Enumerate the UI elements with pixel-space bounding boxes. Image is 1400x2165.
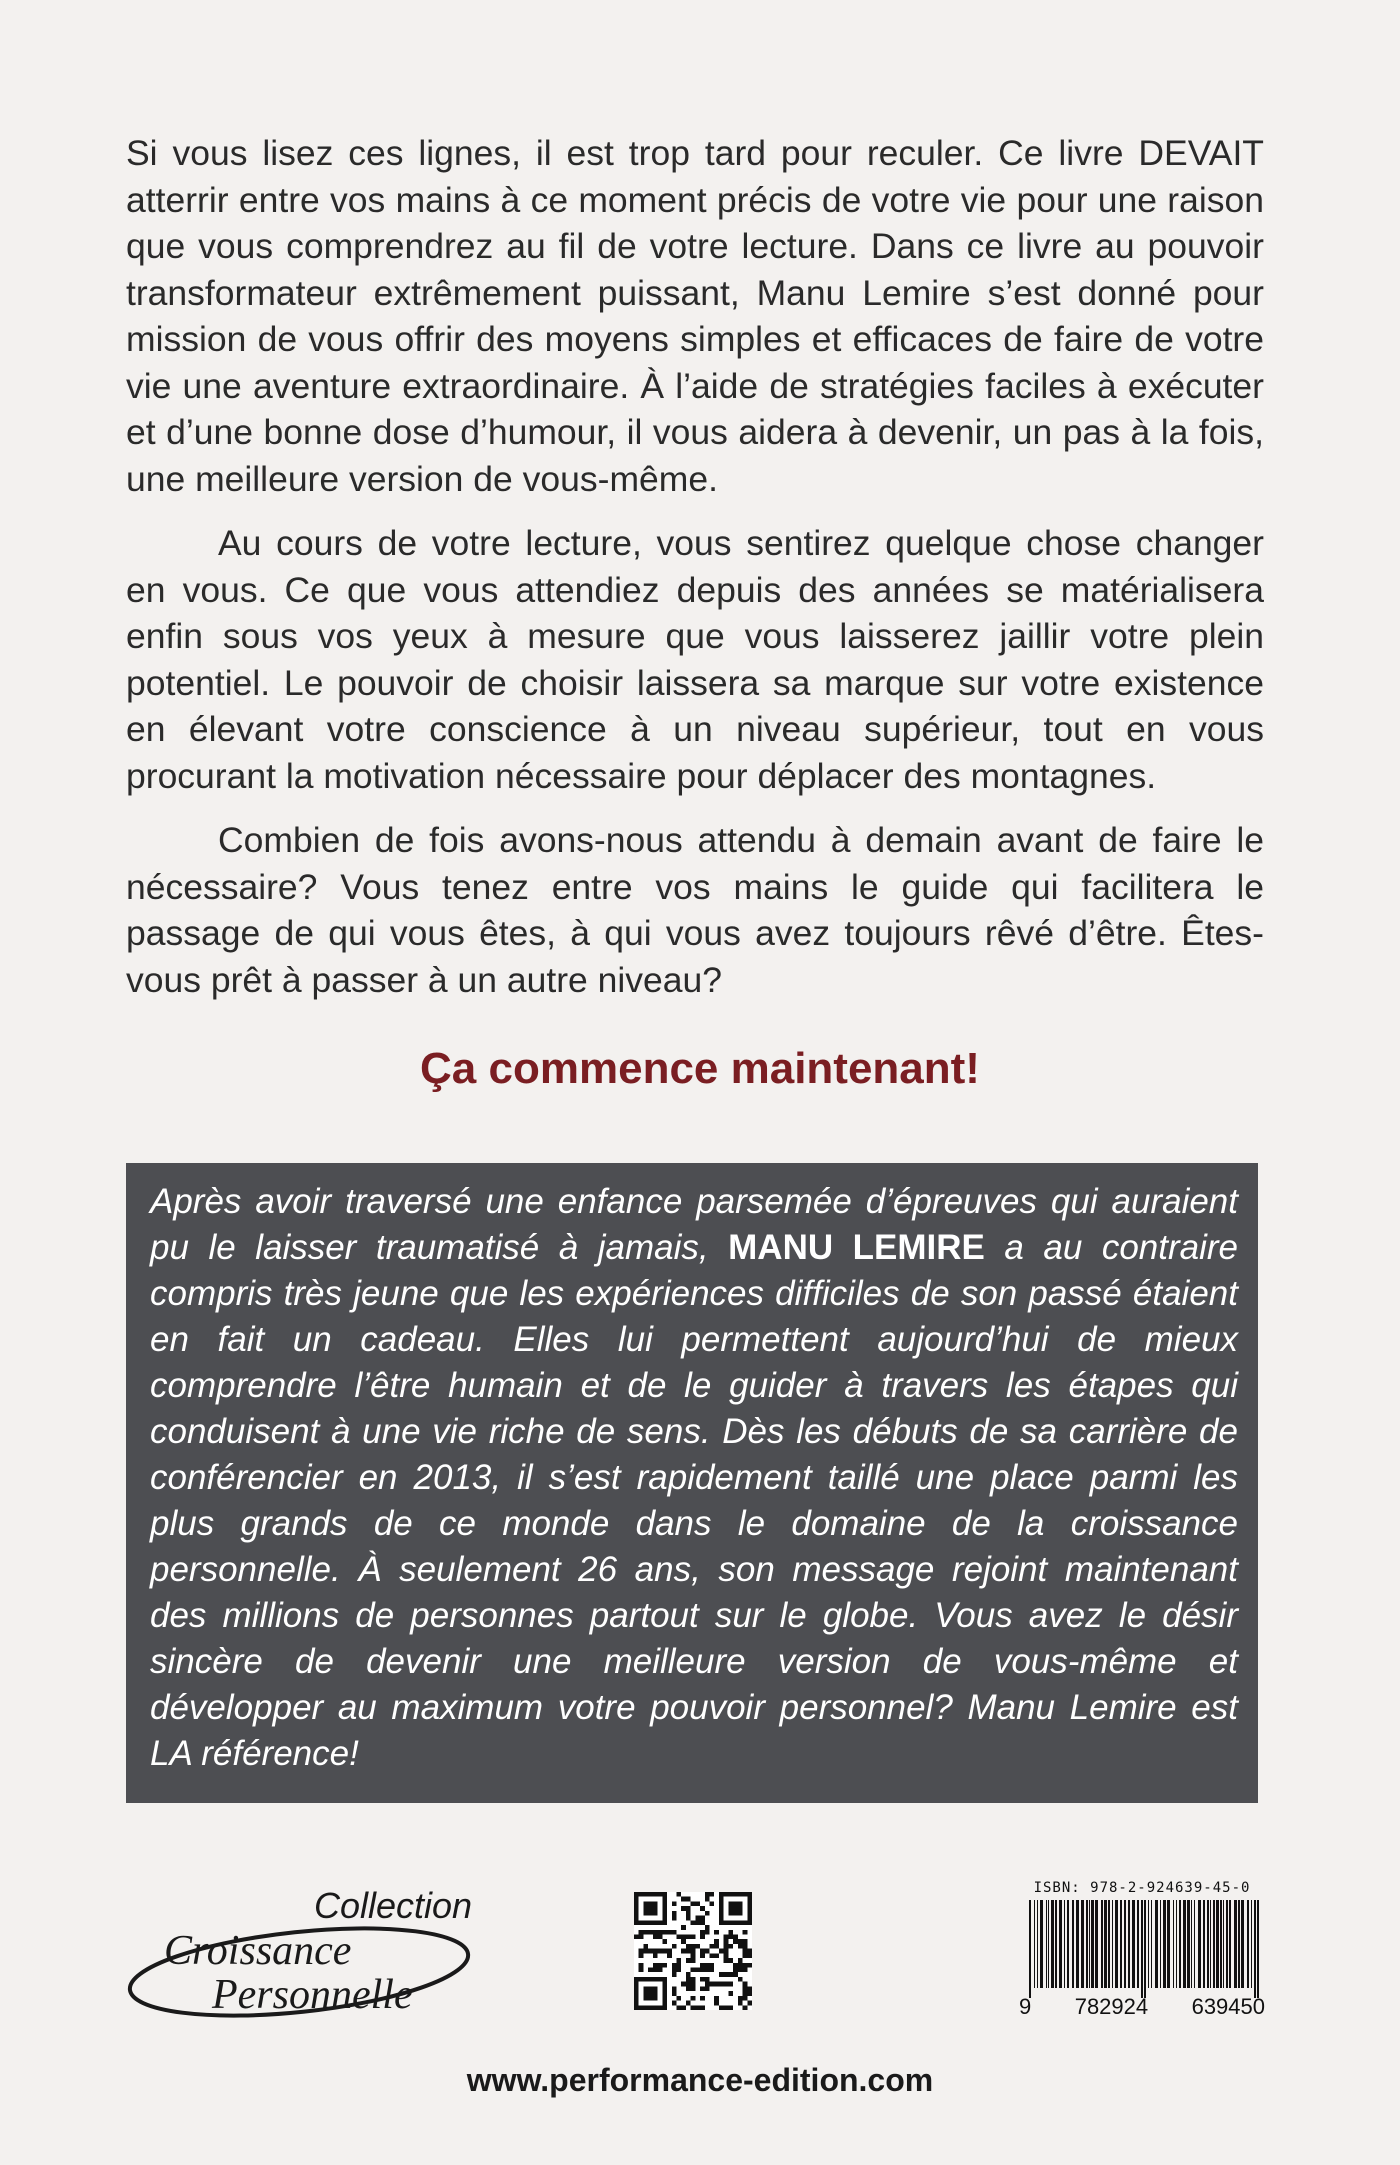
- barcode-digit-first: 9: [1019, 1994, 1032, 2019]
- isbn-barcode-area: [1015, 1880, 1269, 2040]
- barcode-digits-right: 639450: [1191, 1994, 1265, 2019]
- qr-code: [634, 1892, 752, 2010]
- intro-paragraph-1: Si vous lisez ces lignes, il est trop tard pour reculer. Ce livre DEVAIT atterrir entre vos mains à ce moment précis de votre vie pour une raison que vous comprendrez au fil de votre lecture. Dans ce livre au pouvoir transformateur extrêmement puissant, Manu Lemire s’est donné pour mission de vous offrir des moyens simples et efficaces de faire de votre vie une aventure extraordinaire. À l’aide de stratégies faciles à exécuter et d’une bonne dose d’humour, il vous aidera à devenir, un pas à la fois, une meilleure version de vous-même.: [126, 133, 1264, 499]
- bio-text-end: a au contraire compris très jeune que les expériences difficiles de son passé étaient en fait un cadeau. Elles lui permettent aujourd’hui de mieux comprendre l’être humain et de le guider à travers les étapes qui conduisent à une vie riche de sens. Dès les débuts de sa carrière de conférencier en 2013, il s’est rapidement taillé une place parmi les plus grands de ce monde dans le domaine de la croissance personnelle. À seulement 26 ans, son message rejoint maintenant des millions de personnes partout sur le globe. Vous avez le désir sincère de devenir une meilleure version de vous-même et développer au maximum votre pouvoir personnel? Manu Lemire est LA référence!: [150, 1228, 1238, 1773]
- barcode: [1027, 1900, 1263, 1998]
- collection-logo: [124, 1880, 494, 2030]
- author-bio-text: [150, 1179, 1238, 1777]
- logo-personnelle-text: Personnelle: [212, 1972, 413, 2018]
- back-cover-description: [126, 130, 1264, 1021]
- logo-croissance-text: Croissance: [164, 1928, 352, 1974]
- author-bio-box: [126, 1163, 1258, 1803]
- intro-paragraph-2: Au cours de votre lecture, vous sentirez quelque chose changer en vous. Ce que vous attendiez depuis des années se matérialisera enfin sous vos yeux à mesure que vous laisserez jaillir votre plein potentiel. Le pouvoir de choisir laissera sa marque sur votre existence en élevant votre conscience à un niveau supérieur, tout en vous procurant la motivation nécessaire pour déplacer des montagnes.: [126, 523, 1264, 796]
- isbn-label: ISBN: 978-2-924639-45-0: [1033, 1880, 1251, 1896]
- bio-text-start: Après avoir traversé une enfance parsemée d’épreuves qui auraient pu le laisser traumatisé à jamais,: [150, 1182, 1238, 1267]
- intro-paragraph-3: Combien de fois avons-nous attendu à demain avant de faire le nécessaire? Vous tenez entre vos mains le guide qui facilitera le passage de qui vous êtes, à qui vous avez toujours rêvé d’être. Êtes-vous prêt à passer à un autre niveau?: [126, 820, 1264, 1000]
- author-name: MANU LEMIRE: [728, 1228, 985, 1267]
- tagline: Ça commence maintenant!: [420, 1044, 980, 1093]
- barcode-digits-left: 782924: [1074, 1994, 1149, 2019]
- logo-collection-text: Collection: [314, 1885, 473, 1926]
- publisher-website[interactable]: www.performance-edition.com: [466, 2062, 934, 2098]
- barcode-digits: [1015, 1994, 1269, 2020]
